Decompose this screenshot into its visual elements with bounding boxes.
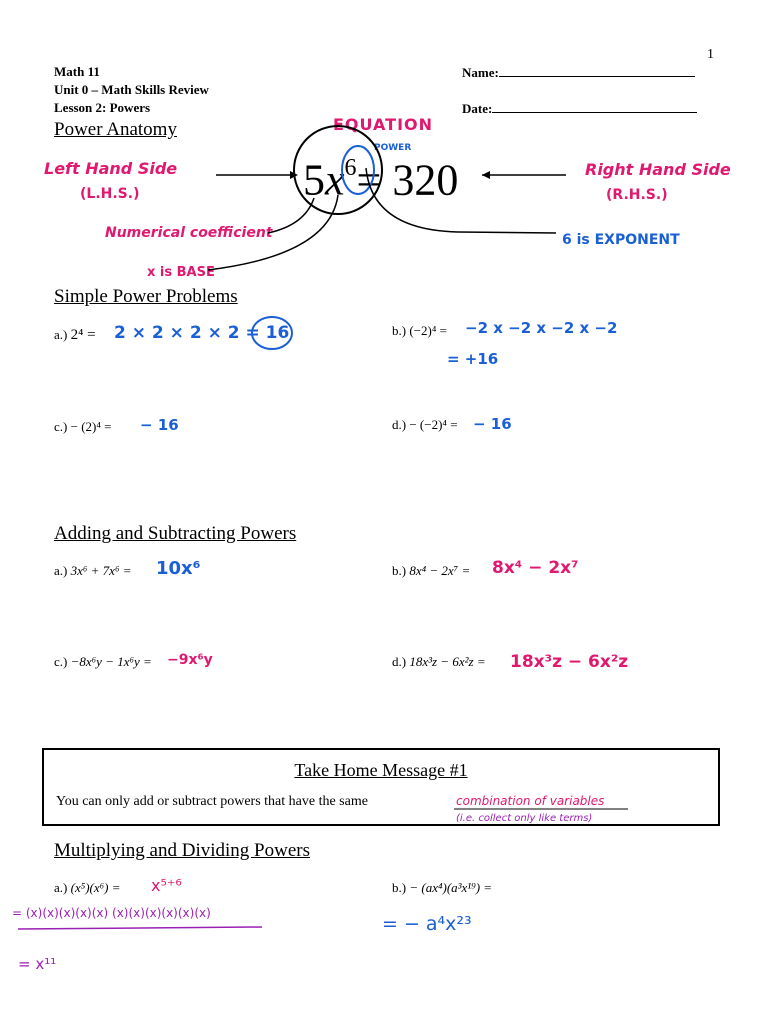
take-home-text: You can only add or subtract powers that have the same	[56, 794, 368, 809]
coefficient-pointer	[268, 198, 314, 233]
equation-base: x	[325, 155, 345, 205]
mult-result-a: = x¹¹	[18, 955, 57, 973]
problem-label: c.)	[54, 654, 68, 669]
adding-subtracting-title: Adding and Subtracting Powers	[54, 523, 297, 544]
lhs-abbr-note: (L.H.S.)	[80, 186, 140, 202]
simple-answer-d: − 16	[473, 415, 512, 433]
problem-label: b.)	[392, 880, 407, 895]
add-answer-b: 8x⁴ − 2x⁷	[492, 558, 579, 578]
multiplying-dividing-title: Multiplying and Dividing Powers	[54, 840, 310, 861]
problem-label: a.)	[54, 880, 68, 895]
lhs-note: Left Hand Side	[44, 159, 178, 178]
simple-power-title: Simple Power Problems	[54, 286, 238, 307]
simple-answer-c: − 16	[140, 416, 179, 434]
equation-note: EQUATION	[333, 115, 434, 134]
problem-expression: (x⁵)(x⁶) =	[70, 880, 121, 895]
equation-rhs: = 320	[356, 155, 459, 205]
date-label: Date:	[462, 101, 493, 116]
lesson-title: Lesson 2: Powers	[54, 100, 151, 115]
equation-circle	[294, 126, 382, 214]
work-underline	[18, 927, 262, 929]
simple-answer-a: 2 × 2 × 2 × 2 = 16	[114, 323, 290, 343]
problem-expression: −8x⁶y − 1x⁶y =	[70, 654, 152, 669]
equation-coefficient: 5	[303, 155, 325, 205]
power-note: POWER	[374, 143, 412, 153]
add-answer-a: 10x⁶	[156, 558, 201, 579]
coefficient-note: Numerical coefficient	[105, 225, 273, 241]
problem-label: c.)	[54, 419, 68, 434]
simple-answer-b-result: = +16	[447, 350, 499, 368]
problem-label: a.)	[54, 563, 68, 578]
add-problem-b	[392, 563, 470, 579]
add-answer-d: 18x³z − 6x²z	[510, 652, 629, 672]
base-note: x is BASE	[147, 265, 215, 280]
mult-problem-a	[54, 880, 121, 896]
simple-problem-d	[392, 417, 458, 433]
rhs-note: Right Hand Side	[585, 160, 731, 179]
mult-answer-a: x⁵⁺⁶	[151, 876, 182, 895]
problem-expression: 18x³z − 6x²z =	[409, 654, 486, 669]
rhs-abbr-note: (R.H.S.)	[606, 187, 668, 203]
simple-answer-b: −2 x −2 x −2 x −2	[465, 319, 618, 337]
problem-label: d.)	[392, 417, 407, 432]
take-home-title: Take Home Message #1	[294, 760, 468, 780]
exponent-note: 6 is EXPONENT	[562, 232, 680, 248]
problem-expression: 3x⁶ + 7x⁶ =	[70, 563, 132, 578]
page-number: 1	[707, 47, 714, 62]
unit-title: Unit 0 – Math Skills Review	[54, 82, 209, 97]
power-ellipse	[342, 146, 374, 194]
mult-problem-b	[392, 880, 492, 896]
problem-label: d.)	[392, 654, 407, 669]
problem-label: b.)	[392, 563, 407, 578]
problem-expression: − (−2)⁴ =	[409, 417, 458, 432]
exponent-pointer	[366, 168, 556, 233]
mult-work-a: = (x)(x)(x)(x)(x) (x)(x)(x)(x)(x)(x)	[12, 906, 211, 920]
problem-expression: 2⁴ =	[70, 327, 96, 343]
add-problem-d	[392, 654, 486, 670]
simple-problem-a	[54, 327, 96, 344]
course-title: Math 11	[54, 64, 100, 79]
problem-expression: − (ax⁴)(a³x¹⁹) =	[409, 880, 493, 895]
take-home-note: (i.e. collect only like terms)	[456, 813, 593, 824]
power-anatomy-title: Power Anatomy	[54, 119, 177, 140]
add-problem-c	[54, 654, 152, 670]
take-home-answer: combination of variables	[456, 794, 605, 808]
problem-expression: − (2)⁴ =	[70, 419, 112, 434]
equation-exponent: 6	[344, 155, 357, 181]
problem-expression: (−2)⁴ =	[409, 323, 447, 338]
problem-label: a.)	[54, 327, 68, 342]
problem-label: b.)	[392, 323, 407, 338]
mult-answer-b: = − a⁴x²³	[382, 913, 472, 935]
simple-problem-c	[54, 419, 111, 435]
add-answer-c: −9x⁶y	[167, 652, 213, 668]
take-home-box	[42, 748, 720, 826]
simple-problem-b	[392, 323, 447, 339]
name-label: Name:	[462, 65, 499, 80]
add-problem-a	[54, 563, 131, 579]
problem-expression: 8x⁴ − 2x⁷ =	[409, 563, 471, 578]
